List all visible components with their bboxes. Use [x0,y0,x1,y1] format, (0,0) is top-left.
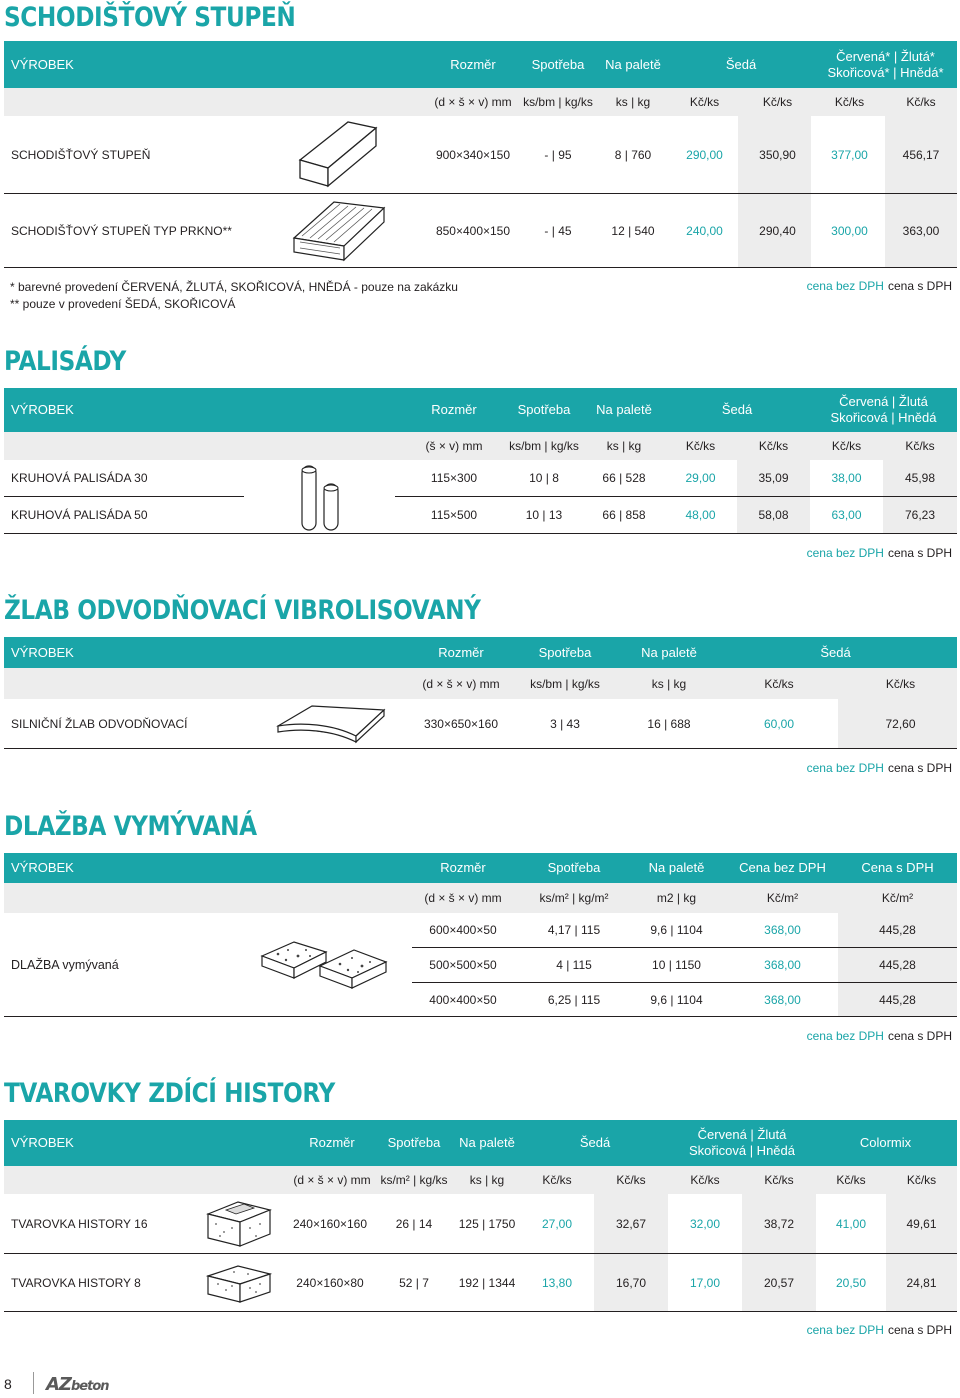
na-palete: 125 | 1750 [458,1216,516,1231]
price-barevna-s: 38,72 [763,1216,795,1231]
table-row [4,1194,957,1254]
rozmer: 115×500 [430,508,478,522]
price-barevna-bez: 32,00 [689,1216,721,1231]
table-row [4,913,957,947]
na-palete: 9,6 | 1104 [650,992,703,1007]
na-palete: 192 | 1344 [458,1275,516,1290]
price-seda-bez: 29,00 [685,471,716,485]
section-title-history: TVAROVKY ZDÍCÍ HISTORY [4,1078,335,1109]
col-na-palete: Na paletě [641,644,697,660]
price-legend [807,761,952,775]
price-s: 445,28 [879,958,916,972]
product-name: TVAROVKA HISTORY 8 [11,1275,141,1290]
table-row [4,497,957,534]
table-row [4,699,957,749]
history-block-16-image [204,1198,274,1250]
unit-c1: Kč/ks [685,439,716,453]
product-name: TVAROVKA HISTORY 16 [11,1216,148,1231]
units-row [4,1166,957,1194]
unit-c1: Kč/ks [689,95,720,109]
section-title-stupen: SCHODIŠŤOVÝ STUPEŇ [4,2,296,33]
col-na-palete: Na paletě [596,402,652,417]
unit-na-palete: ks | kg [651,676,687,691]
legend-s-dph: cena s DPH [887,1029,952,1043]
col-barevna [668,1120,816,1166]
spotreba: - | 45 [544,223,572,238]
history-block-8-image [204,1262,274,1306]
unit-c2: Kč/ks [885,676,916,691]
table-header [4,853,957,883]
unit-c4: Kč/ks [764,1173,794,1187]
footer-divider [33,1372,34,1394]
col-vyrobek: VÝROBEK [11,644,74,660]
col-vyrobek: VÝROBEK [11,1135,74,1150]
table-header [4,1120,957,1166]
col-na-palete: Na paletě [648,860,705,875]
legend-s-dph: cena s DPH [887,279,952,293]
price-colormix-s: 24,81 [906,1275,937,1290]
col-rozmer: Rozměr [450,56,496,72]
price-bez: 368,00 [764,923,801,937]
table-row [4,460,957,496]
section-title-zlab: ŽLAB ODVODŇOVACÍ VIBROLISOVANÝ [4,595,481,626]
col-seda: Šedá [579,1135,611,1150]
rozmer: 240×160×80 [296,1275,364,1290]
legend-bez-dph: cena bez DPH [806,546,884,560]
unit-spotreba: ks/bm | kg/ks [523,95,593,109]
na-palete: 16 | 688 [647,716,691,731]
price-barevna-s: 20,57 [763,1275,795,1290]
unit-na-palete: ks | kg [606,439,642,453]
price-seda-bez: 240,00 [686,223,723,238]
product-name: SCHODIŠŤOVÝ STUPEŇ TYP PRKNO** [11,223,232,238]
price-barevna-bez: 377,00 [831,147,868,162]
na-palete: 66 | 528 [602,471,646,485]
price-barevna-s: 363,00 [902,223,940,238]
plank-step-image [290,198,386,264]
col-rozmer: Rozměr [309,1135,355,1150]
price-seda-s: 58,08 [758,508,789,522]
col-barevna-line2: Skořicová | Hnědá [830,410,937,425]
unit-c2: Kč/ks [758,439,789,453]
spotreba: 52 | 7 [399,1275,429,1290]
price-colormix-bez: 20,50 [835,1275,867,1290]
price-seda-s: 16,70 [615,1275,647,1290]
unit-na-palete: ks | kg [615,95,651,109]
unit-c3: Kč/ks [834,95,865,109]
unit-spotreba: ks/m² | kg/m² [539,891,609,905]
legend-bez-dph: cena bez DPH [806,279,884,293]
price-colormix-s: 49,61 [906,1216,937,1231]
price-s: 445,28 [879,992,916,1007]
col-vyrobek: VÝROBEK [11,860,74,875]
legend-s-dph: cena s DPH [887,761,952,775]
price-legend [807,546,952,560]
col-barevna-line2: Skořicová* | Hnědá* [827,64,944,80]
rozmer: 850×400×150 [435,223,511,238]
unit-c4: Kč/ks [906,95,936,109]
col-spotreba: Spotřeba [538,644,592,660]
spotreba: - | 95 [544,147,572,162]
price-s: 72,60 [885,716,916,731]
unit-rozmer: (d × š × v) mm [424,891,502,905]
unit-spotreba: ks/bm | kg/ks [509,439,579,453]
units-row [4,668,957,699]
unit-c2: Kč/m² [881,891,914,905]
product-name: SILNIČNÍ ŽLAB ODVODŇOVACÍ [11,716,188,731]
table-row [4,194,957,268]
section-title-dlazba: DLAŽBA VYMÝVANÁ [4,811,257,842]
price-barevna-s: 456,17 [902,147,940,162]
spotreba: 4,17 | 115 [547,923,601,937]
price-legend [807,1029,952,1043]
unit-c1: Kč/m² [766,891,799,905]
rozmer: 900×340×150 [435,147,511,162]
price-legend [807,279,952,293]
unit-na-palete: m2 | kg [656,891,697,905]
price-seda-bez: 290,00 [686,147,723,162]
unit-c4: Kč/ks [905,439,935,453]
product-name: KRUHOVÁ PALISÁDA 50 [11,508,148,522]
col-rozmer: Rozměr [431,402,477,417]
table-row [4,116,957,194]
product-name: DLAŽBA vymývaná [11,958,119,972]
price-seda-bez: 13,80 [541,1275,573,1290]
stair-step-image [290,120,380,190]
legend-bez-dph: cena bez DPH [806,1323,884,1337]
col-spotreba: Spotřeba [517,402,571,417]
price-bez: 60,00 [763,716,795,731]
table-row [4,948,957,982]
unit-c3: Kč/ks [831,439,862,453]
spotreba: 4 | 115 [556,958,592,972]
price-barevna-s: 45,98 [904,471,936,485]
col-rozmer: Rozměr [440,860,486,875]
units-row [4,432,957,460]
unit-spotreba: ks/bm | kg/ks [530,676,600,691]
legend-bez-dph: cena bez DPH [806,1029,884,1043]
unit-rozmer: (š × v) mm [425,439,483,453]
col-barevna-line2: Skořicová | Hnědá [689,1143,795,1158]
price-barevna-s: 76,23 [904,508,936,522]
table-header [4,637,957,668]
rozmer: 240×160×160 [292,1216,368,1231]
col-spotreba: Spotřeba [531,56,585,72]
col-spotreba: Spotřeba [547,860,601,875]
col-colormix: Colormix [859,1135,912,1150]
rozmer: 330×650×160 [423,716,499,731]
units-row [4,88,957,116]
col-barevna-line1: Červená* | Žlutá* [836,48,935,64]
na-palete: 9,6 | 1104 [650,923,703,937]
table-row [4,1254,957,1312]
unit-c2: Kč/ks [616,1173,646,1187]
spotreba: 26 | 14 [395,1216,433,1231]
na-palete: 12 | 540 [611,223,655,238]
col-spotreba: Spotřeba [387,1135,441,1150]
unit-rozmer: (d × š × v) mm [422,676,500,691]
unit-c1: Kč/ks [764,676,794,691]
logo-az: AZ [46,1374,71,1395]
spotreba: 10 | 8 [529,471,559,485]
col-cena-bez: Cena bez DPH [739,860,826,875]
price-barevna-bez: 17,00 [689,1275,721,1290]
unit-c2: Kč/ks [762,95,793,109]
na-palete: 66 | 858 [602,508,646,522]
unit-rozmer: (d × š × v) mm [434,95,512,109]
rozmer: 115×300 [430,471,478,485]
col-na-palete: Na paletě [459,1135,515,1150]
spotreba: 10 | 13 [525,508,563,522]
price-seda-bez: 27,00 [541,1216,573,1231]
col-barevna [814,41,957,88]
price-seda-bez: 48,00 [685,508,716,522]
spotreba: 6,25 | 115 [547,992,601,1007]
price-bez: 368,00 [764,992,801,1007]
footnote-1: * barevné provedení ČERVENÁ, ŽLUTÁ, SKOŘICOVÁ, HNĚDÁ - pouze na zakázku [10,280,458,294]
table-header [4,388,957,432]
rozmer: 600×400×50 [429,923,497,937]
legend-s-dph: cena s DPH [887,546,952,560]
col-rozmer: Rozměr [438,644,484,660]
unit-na-palete: ks | kg [469,1173,505,1187]
col-barevna [810,388,957,432]
na-palete: 10 | 1150 [652,958,701,972]
product-name: KRUHOVÁ PALISÁDA 30 [11,471,148,485]
col-seda: Šedá [820,644,851,660]
col-cena-s: Cena s DPH [861,860,934,875]
price-barevna-bez: 63,00 [831,508,862,522]
footnote-2: ** pouze v provedení ŠEDÁ, SKOŘICOVÁ [10,297,236,311]
col-barevna-line1: Červená | Žlutá [839,394,928,409]
col-vyrobek: VÝROBEK [11,402,74,417]
section-title-palisady: PALISÁDY [4,346,126,377]
col-barevna-line1: Červená | Žlutá [697,1127,787,1142]
spotreba: 3 | 43 [550,716,580,731]
unit-rozmer: (d × š × v) mm [293,1173,371,1187]
product-name: SCHODIŠŤOVÝ STUPEŇ [11,147,151,162]
page-number: 8 [4,1376,12,1392]
rozmer: 400×400×50 [429,992,497,1007]
legend-s-dph: cena s DPH [887,1323,952,1337]
price-s: 445,28 [879,923,916,937]
unit-c6: Kč/ks [906,1173,937,1187]
unit-spotreba: ks/m² | kg/ks [380,1173,448,1187]
unit-c1: Kč/ks [542,1173,572,1187]
price-barevna-bez: 300,00 [831,223,868,238]
col-seda: Šedá [725,56,757,72]
price-colormix-bez: 41,00 [835,1216,867,1231]
units-row [4,883,957,913]
price-seda-s: 350,90 [759,147,796,162]
price-seda-s: 32,67 [615,1216,647,1231]
col-na-palete: Na paletě [605,56,661,72]
azbeton-logo [46,1374,109,1395]
col-vyrobek: VÝROBEK [11,56,74,72]
rozmer: 500×500×50 [429,958,497,972]
logo-beton: beton [70,1379,109,1394]
price-seda-s: 290,40 [759,223,796,238]
price-barevna-bez: 38,00 [831,471,862,485]
price-legend [807,1323,952,1337]
na-palete: 8 | 760 [614,147,652,162]
col-seda: Šedá [721,402,753,417]
legend-bez-dph: cena bez DPH [806,761,884,775]
table-row [4,983,957,1017]
gutter-image [272,700,388,746]
price-seda-s: 35,09 [758,471,789,485]
unit-c5: Kč/ks [836,1173,866,1187]
table-header [4,41,957,88]
price-bez: 368,00 [764,958,801,972]
unit-c3: Kč/ks [690,1173,720,1187]
palisade-image [292,462,352,534]
